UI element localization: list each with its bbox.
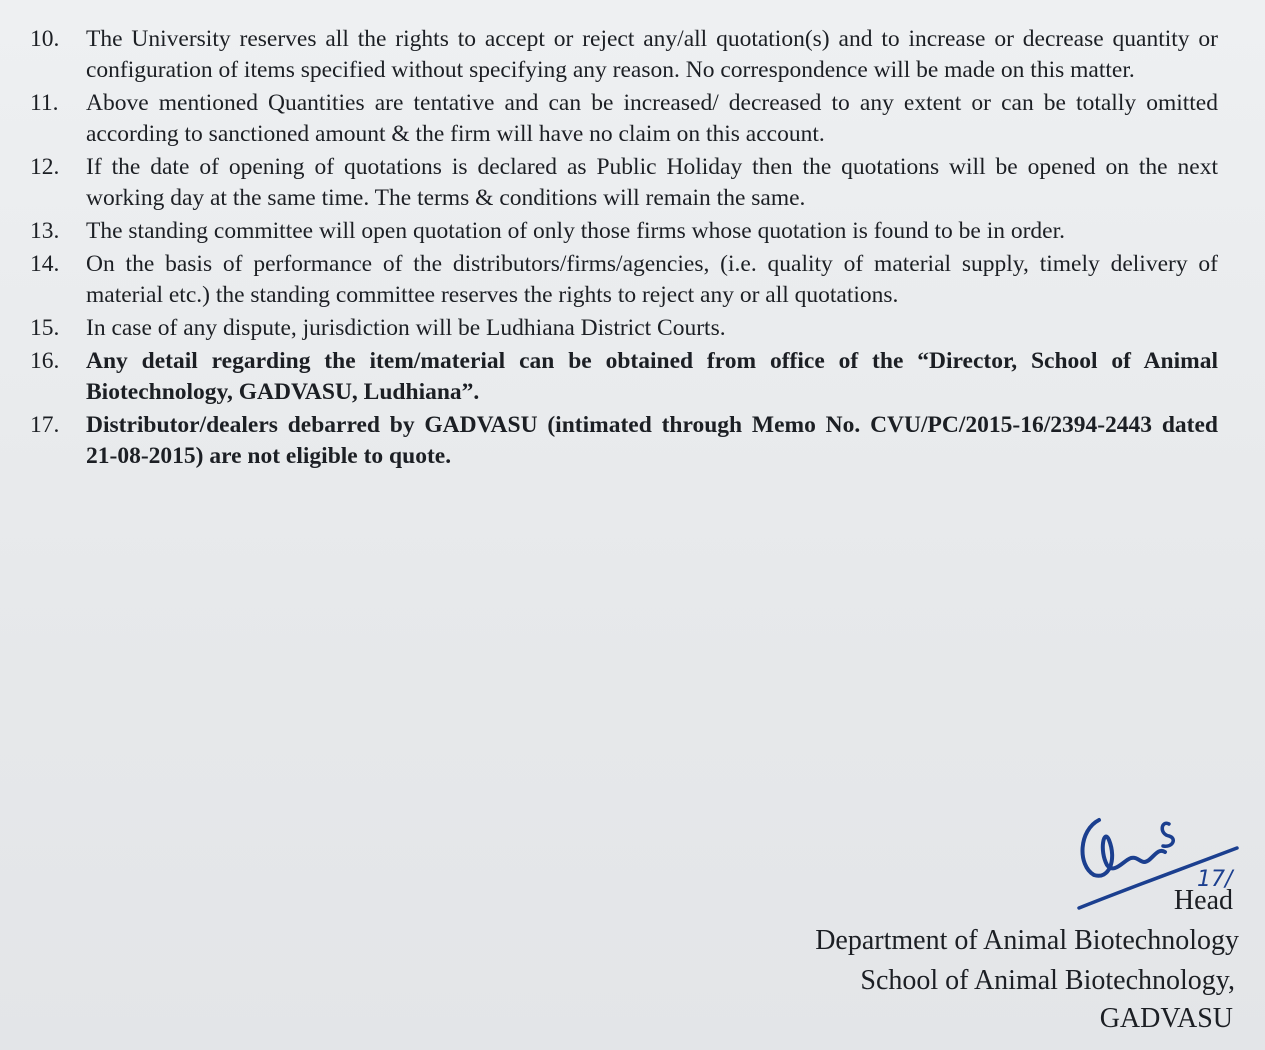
signatory-department: Department of Animal Biotechnology (815, 925, 1239, 956)
term-text: Distributor/dealers debarred by GADVASU (intimated through Memo No. CVU/PC/2015-16/2394-2443 dated 21-08-2015) are not eligible to quote. (86, 412, 1218, 469)
signature-block (679, 780, 1239, 1040)
term-item (28, 216, 1218, 247)
term-text: If the date of opening of quotations is declared as Public Holiday then the quotations will be opened on the next working day at the same time. The terms & conditions will remain the same. (86, 154, 1218, 211)
signatory-designation: Head (1173, 885, 1233, 916)
term-number: 15. (30, 315, 60, 341)
term-item (28, 346, 1218, 408)
term-text: Any detail regarding the item/material can be obtained from office of the “Director, School of Animal Biotechnology, GADVASU, Ludhiana”. (86, 348, 1218, 405)
term-text: Above mentioned Quantities are tentative and can be increased/ decreased to any extent or can be totally omitted according to sanctioned amount & the firm will have no claim on this account. (86, 90, 1218, 147)
term-number: 17. (30, 412, 60, 438)
term-number: 10. (30, 26, 60, 52)
term-item (28, 249, 1218, 311)
signatory-school: School of Animal Biotechnology, (860, 965, 1235, 996)
signature-date-note: 17/ (1197, 867, 1233, 892)
term-text: On the basis of performance of the distributors/firms/agencies, (i.e. quality of material supply, timely delivery of material etc.) the standing committee reserves the rights to reject any or all quotations. (86, 251, 1218, 308)
terms-list (28, 24, 1218, 474)
term-number: 16. (30, 348, 60, 374)
term-item (28, 313, 1218, 344)
term-item (28, 152, 1218, 214)
term-text: The standing committee will open quotation of only those firms whose quotation is found to be in order. (86, 218, 1066, 244)
signatory-organization: GADVASU (1099, 1003, 1233, 1034)
term-text: The University reserves all the rights to accept or reject any/all quotation(s) and to increase or decrease quantity or configuration of items specified without specifying any reason. No correspondence will be made on this matter. (86, 26, 1218, 83)
term-number: 12. (30, 154, 60, 180)
term-number: 11. (30, 90, 59, 116)
term-item (28, 88, 1218, 150)
term-number: 13. (30, 218, 60, 244)
term-text: In case of any dispute, jurisdiction will be Ludhiana District Courts. (86, 315, 726, 341)
term-number: 14. (30, 251, 60, 277)
term-item (28, 24, 1218, 86)
term-item (28, 410, 1218, 472)
